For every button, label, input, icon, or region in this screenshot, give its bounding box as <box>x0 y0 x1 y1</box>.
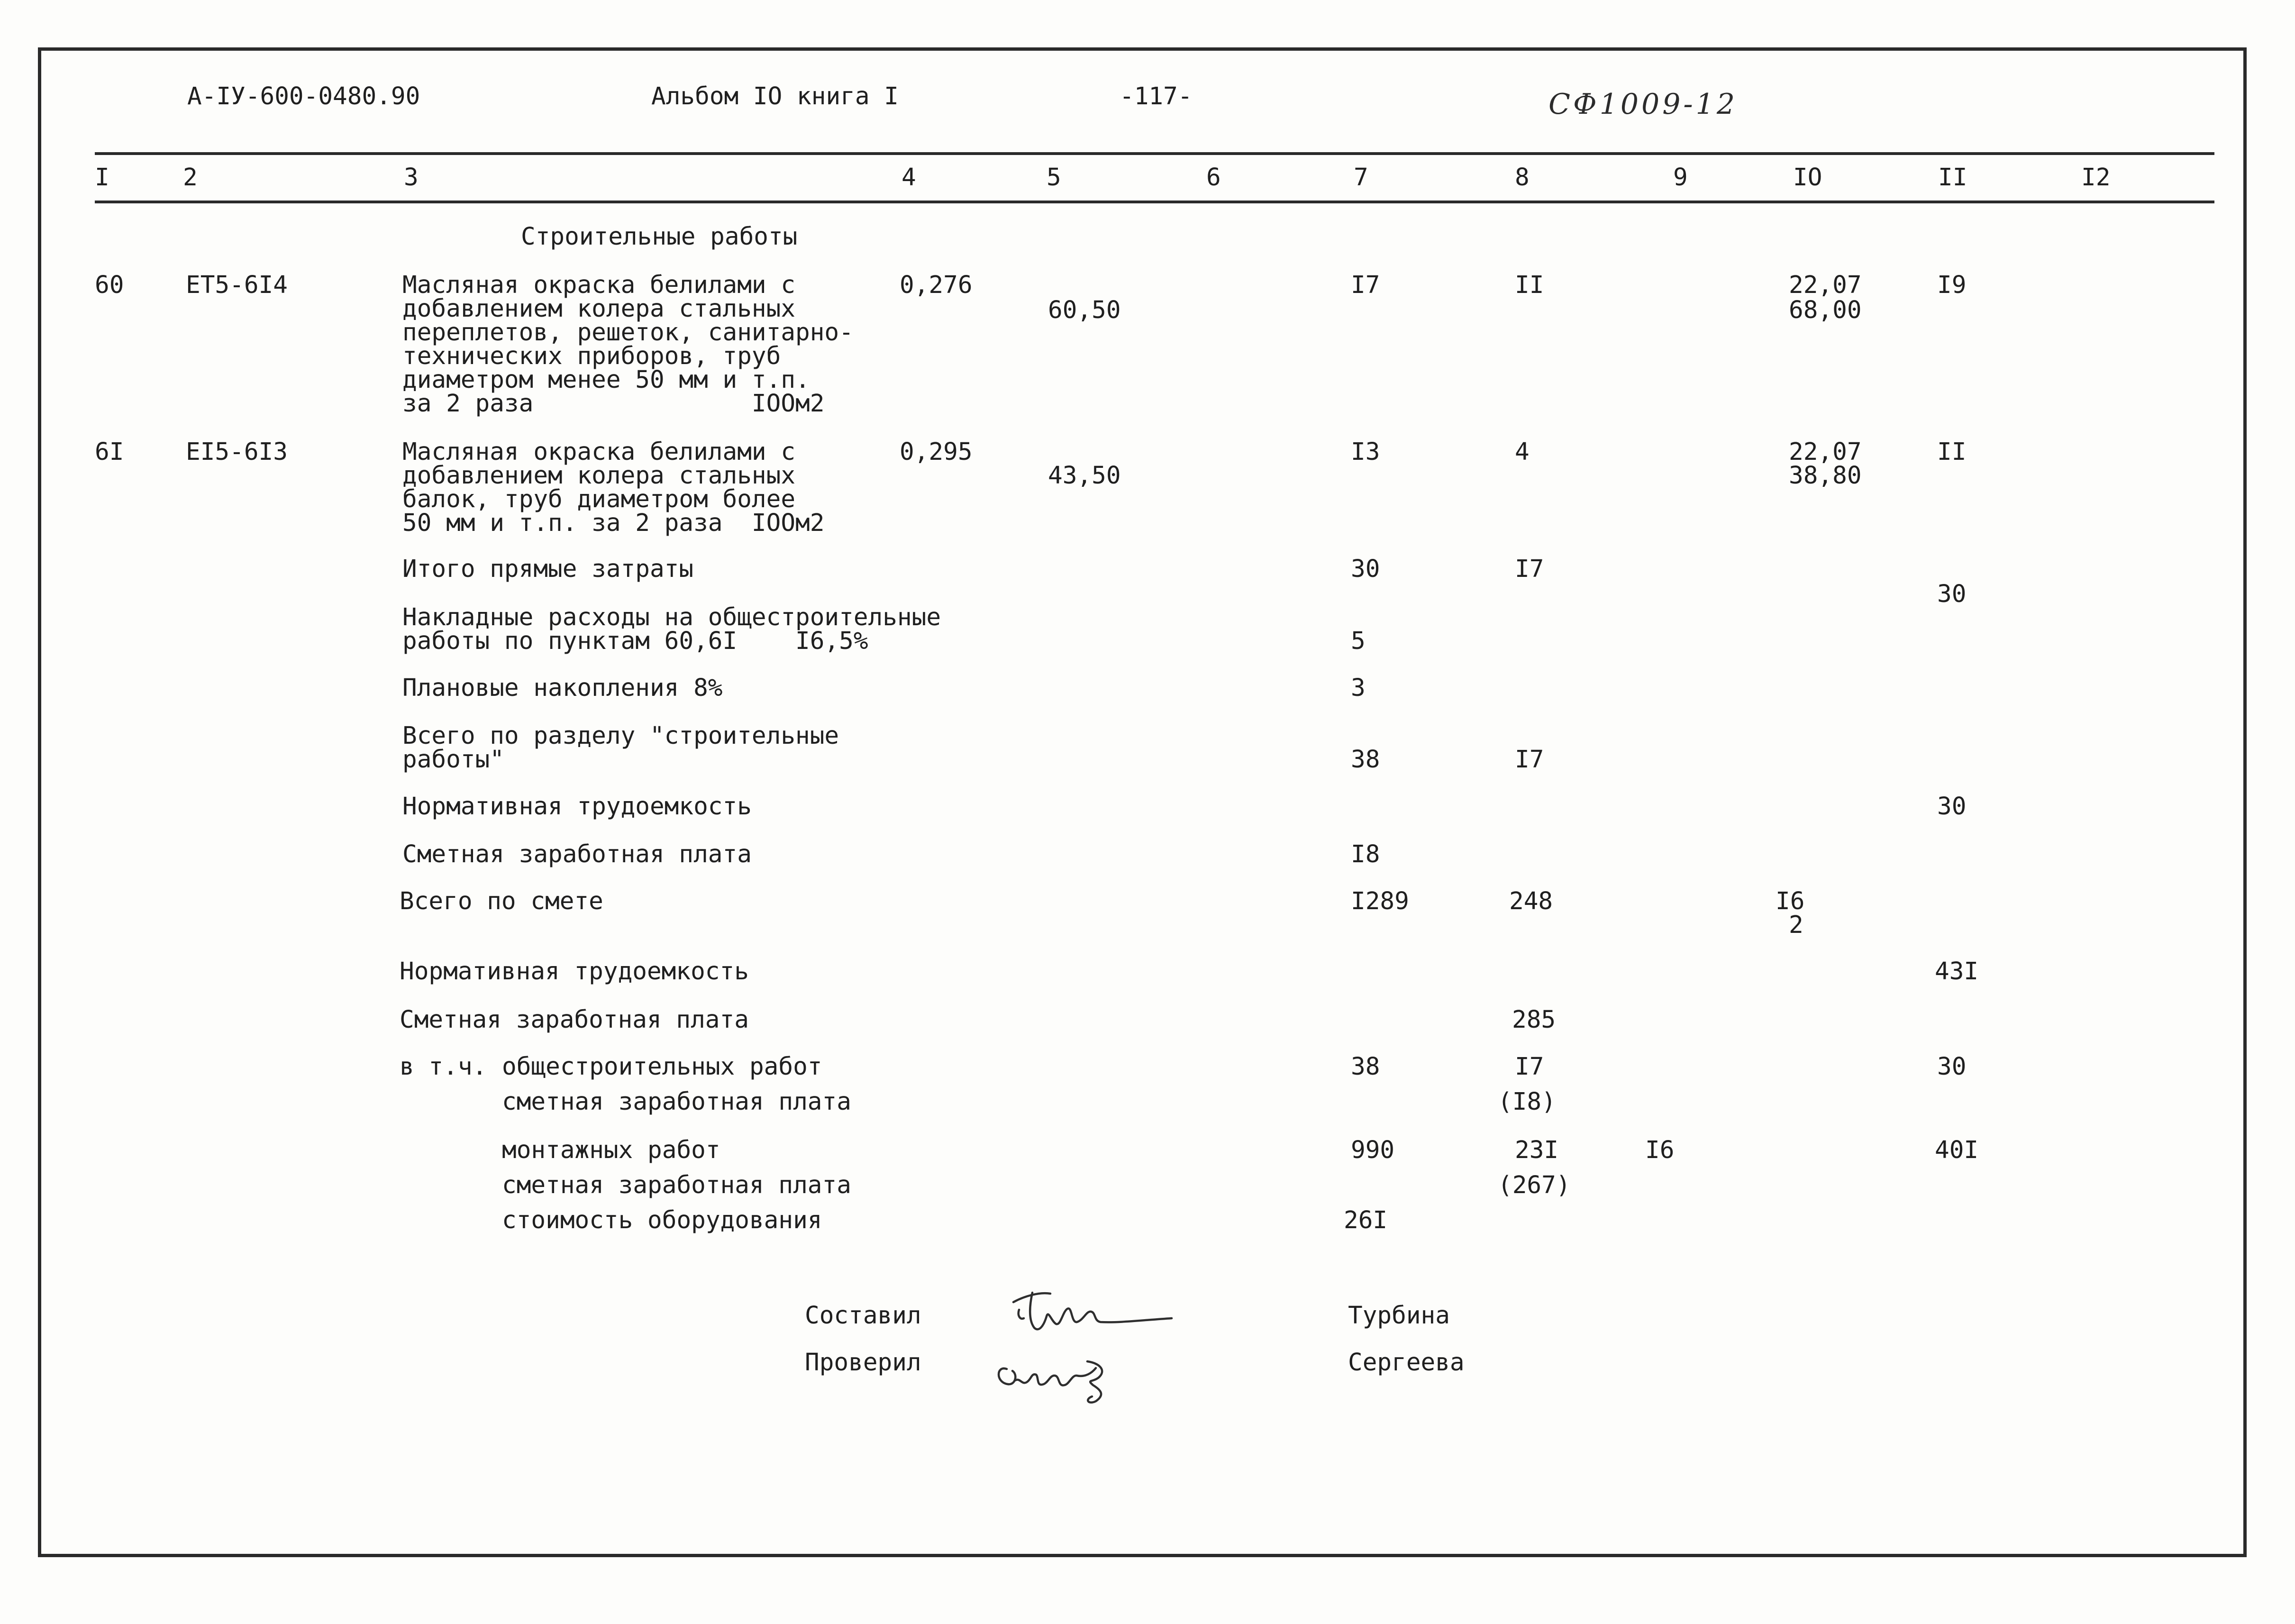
direct-costs-col8: I7 <box>1515 555 1544 583</box>
cell-col8: II <box>1515 271 1544 299</box>
estimate-wages-label: Сметная заработная плата <box>400 1006 749 1034</box>
description-line: за 2 раза IOOм2 <box>402 390 825 418</box>
description-line: добавлением колера стальных <box>402 295 796 323</box>
section-title: Строительные работы <box>521 223 798 251</box>
including-prefix: в т.ч. <box>400 1053 487 1081</box>
description-line: 50 мм и т.п. за 2 раза IOOм2 <box>402 509 825 537</box>
album-label: Альбом IO книга I <box>651 82 899 110</box>
section-total-label <box>402 724 839 772</box>
installation-col8: 23I <box>1515 1136 1559 1164</box>
estimate-labor-label: Нормативная трудоемкость <box>400 958 749 985</box>
handwritten-code: СФ1009-12 <box>1548 88 1738 121</box>
cell-col10: 22,07 <box>1789 438 1862 466</box>
signature-compiler <box>1005 1282 1175 1344</box>
overhead-line: Накладные расходы на общестроительные <box>402 603 941 631</box>
cell-col7: I7 <box>1351 271 1380 299</box>
header-rule-top <box>95 152 2214 155</box>
planned-savings-col7: 3 <box>1351 674 1366 702</box>
cell-col10: 22,07 <box>1789 271 1862 299</box>
row-number: 6I <box>95 438 124 466</box>
general-construction-label: общестроительных работ <box>502 1053 822 1081</box>
planned-savings-label: Плановые накопления 8% <box>402 674 723 702</box>
description-line: технических приборов, труб <box>402 342 781 370</box>
column-number: 4 <box>902 164 916 192</box>
overhead-label <box>402 603 941 655</box>
section-labor-col11: 30 <box>1937 793 1967 821</box>
installation-wages-col8: (267) <box>1498 1171 1571 1199</box>
cell-col10: 68,00 <box>1789 296 1862 324</box>
compiled-by-label: Составил <box>805 1302 921 1330</box>
installation-wages-label: сметная заработная плата <box>502 1171 851 1199</box>
checked-by-label: Проверил <box>805 1349 921 1377</box>
cell-col11: II <box>1937 438 1967 466</box>
installation-col11: 40I <box>1935 1136 1979 1164</box>
description-line: балок, труб диаметром более <box>402 485 796 513</box>
description-line: Масляная окраска белилами с <box>402 438 796 466</box>
direct-costs-label: Итого прямые затраты <box>402 555 694 583</box>
cell-col4: 0,295 <box>900 438 973 466</box>
compiled-by-name: Турбина <box>1348 1302 1450 1330</box>
cell-col5: 60,50 <box>1048 296 1121 324</box>
estimate-total-label: Всего по смете <box>400 887 603 915</box>
direct-costs-col7: 30 <box>1351 555 1380 583</box>
row-number: 60 <box>95 271 124 299</box>
direct-costs-col11: 30 <box>1937 580 1967 608</box>
section-wages-label: Сметная заработная плата <box>402 840 752 868</box>
column-number: 5 <box>1047 164 1061 192</box>
estimate-labor-col11: 43I <box>1935 958 1979 985</box>
checked-by-name: Сергеева <box>1348 1349 1465 1377</box>
description-line: диаметром менее 50 мм и т.п. <box>402 366 810 394</box>
section-total-line: работы" <box>402 746 504 774</box>
column-number: 7 <box>1354 164 1368 192</box>
page-number: -117- <box>1120 82 1193 110</box>
cell-col11: I9 <box>1937 271 1967 299</box>
cell-col5: 43,50 <box>1048 462 1121 490</box>
cell-col7: I3 <box>1351 438 1380 466</box>
estimate-total-col10: I6 <box>1776 887 1805 915</box>
installation-col7: 990 <box>1351 1136 1395 1164</box>
section-wages-col7: I8 <box>1351 840 1380 868</box>
row-description <box>402 440 824 535</box>
installation-label: монтажных работ <box>502 1136 720 1164</box>
column-number: I2 <box>2081 164 2111 192</box>
section-labor-label: Нормативная трудоемкость <box>402 793 752 821</box>
column-number: 8 <box>1515 164 1530 192</box>
column-number: 6 <box>1206 164 1221 192</box>
column-number: IO <box>1793 164 1822 192</box>
estimate-total-col7: I289 <box>1351 887 1409 915</box>
header-rule-bottom <box>95 201 2214 203</box>
overhead-line: работы по пунктам 60,6I I6,5% <box>402 627 868 655</box>
estimate-wages-col8: 285 <box>1512 1006 1556 1034</box>
column-number: 3 <box>404 164 419 192</box>
cell-col4: 0,276 <box>900 271 973 299</box>
section-total-col7: 38 <box>1351 746 1380 774</box>
document-code: А-IУ-600-0480.90 <box>187 82 420 110</box>
description-line: добавлением колера стальных <box>402 462 796 490</box>
cell-col10: 38,80 <box>1789 462 1862 490</box>
row-description <box>402 271 854 418</box>
section-total-line: Всего по разделу "строительные <box>402 722 839 750</box>
estimate-total-col10: 2 <box>1789 911 1803 939</box>
column-number: I <box>95 164 109 192</box>
column-number: 2 <box>183 164 198 192</box>
column-number: 9 <box>1673 164 1688 192</box>
general-construction-col7: 38 <box>1351 1053 1380 1081</box>
column-number: II <box>1938 164 1967 192</box>
general-construction-wages-label: сметная заработная плата <box>502 1088 851 1116</box>
cell-col8: 4 <box>1515 438 1530 466</box>
section-total-col8: I7 <box>1515 746 1544 774</box>
estimate-total-col8: 248 <box>1509 887 1553 915</box>
signature-checker <box>991 1341 1133 1408</box>
general-construction-col11: 30 <box>1937 1053 1967 1081</box>
equipment-cost-col7: 26I <box>1344 1206 1388 1234</box>
overhead-col7: 5 <box>1351 627 1366 655</box>
row-code: ЕI5-6I3 <box>186 438 288 466</box>
general-construction-wages-col8: (I8) <box>1498 1088 1556 1116</box>
description-line: Масляная окраска белилами с <box>402 271 796 299</box>
equipment-cost-label: стоимость оборудования <box>502 1206 822 1234</box>
general-construction-col8: I7 <box>1515 1053 1544 1081</box>
row-code: ЕТ5-6I4 <box>186 271 288 299</box>
description-line: переплетов, решеток, санитарно- <box>402 319 854 347</box>
installation-col9: I6 <box>1645 1136 1675 1164</box>
